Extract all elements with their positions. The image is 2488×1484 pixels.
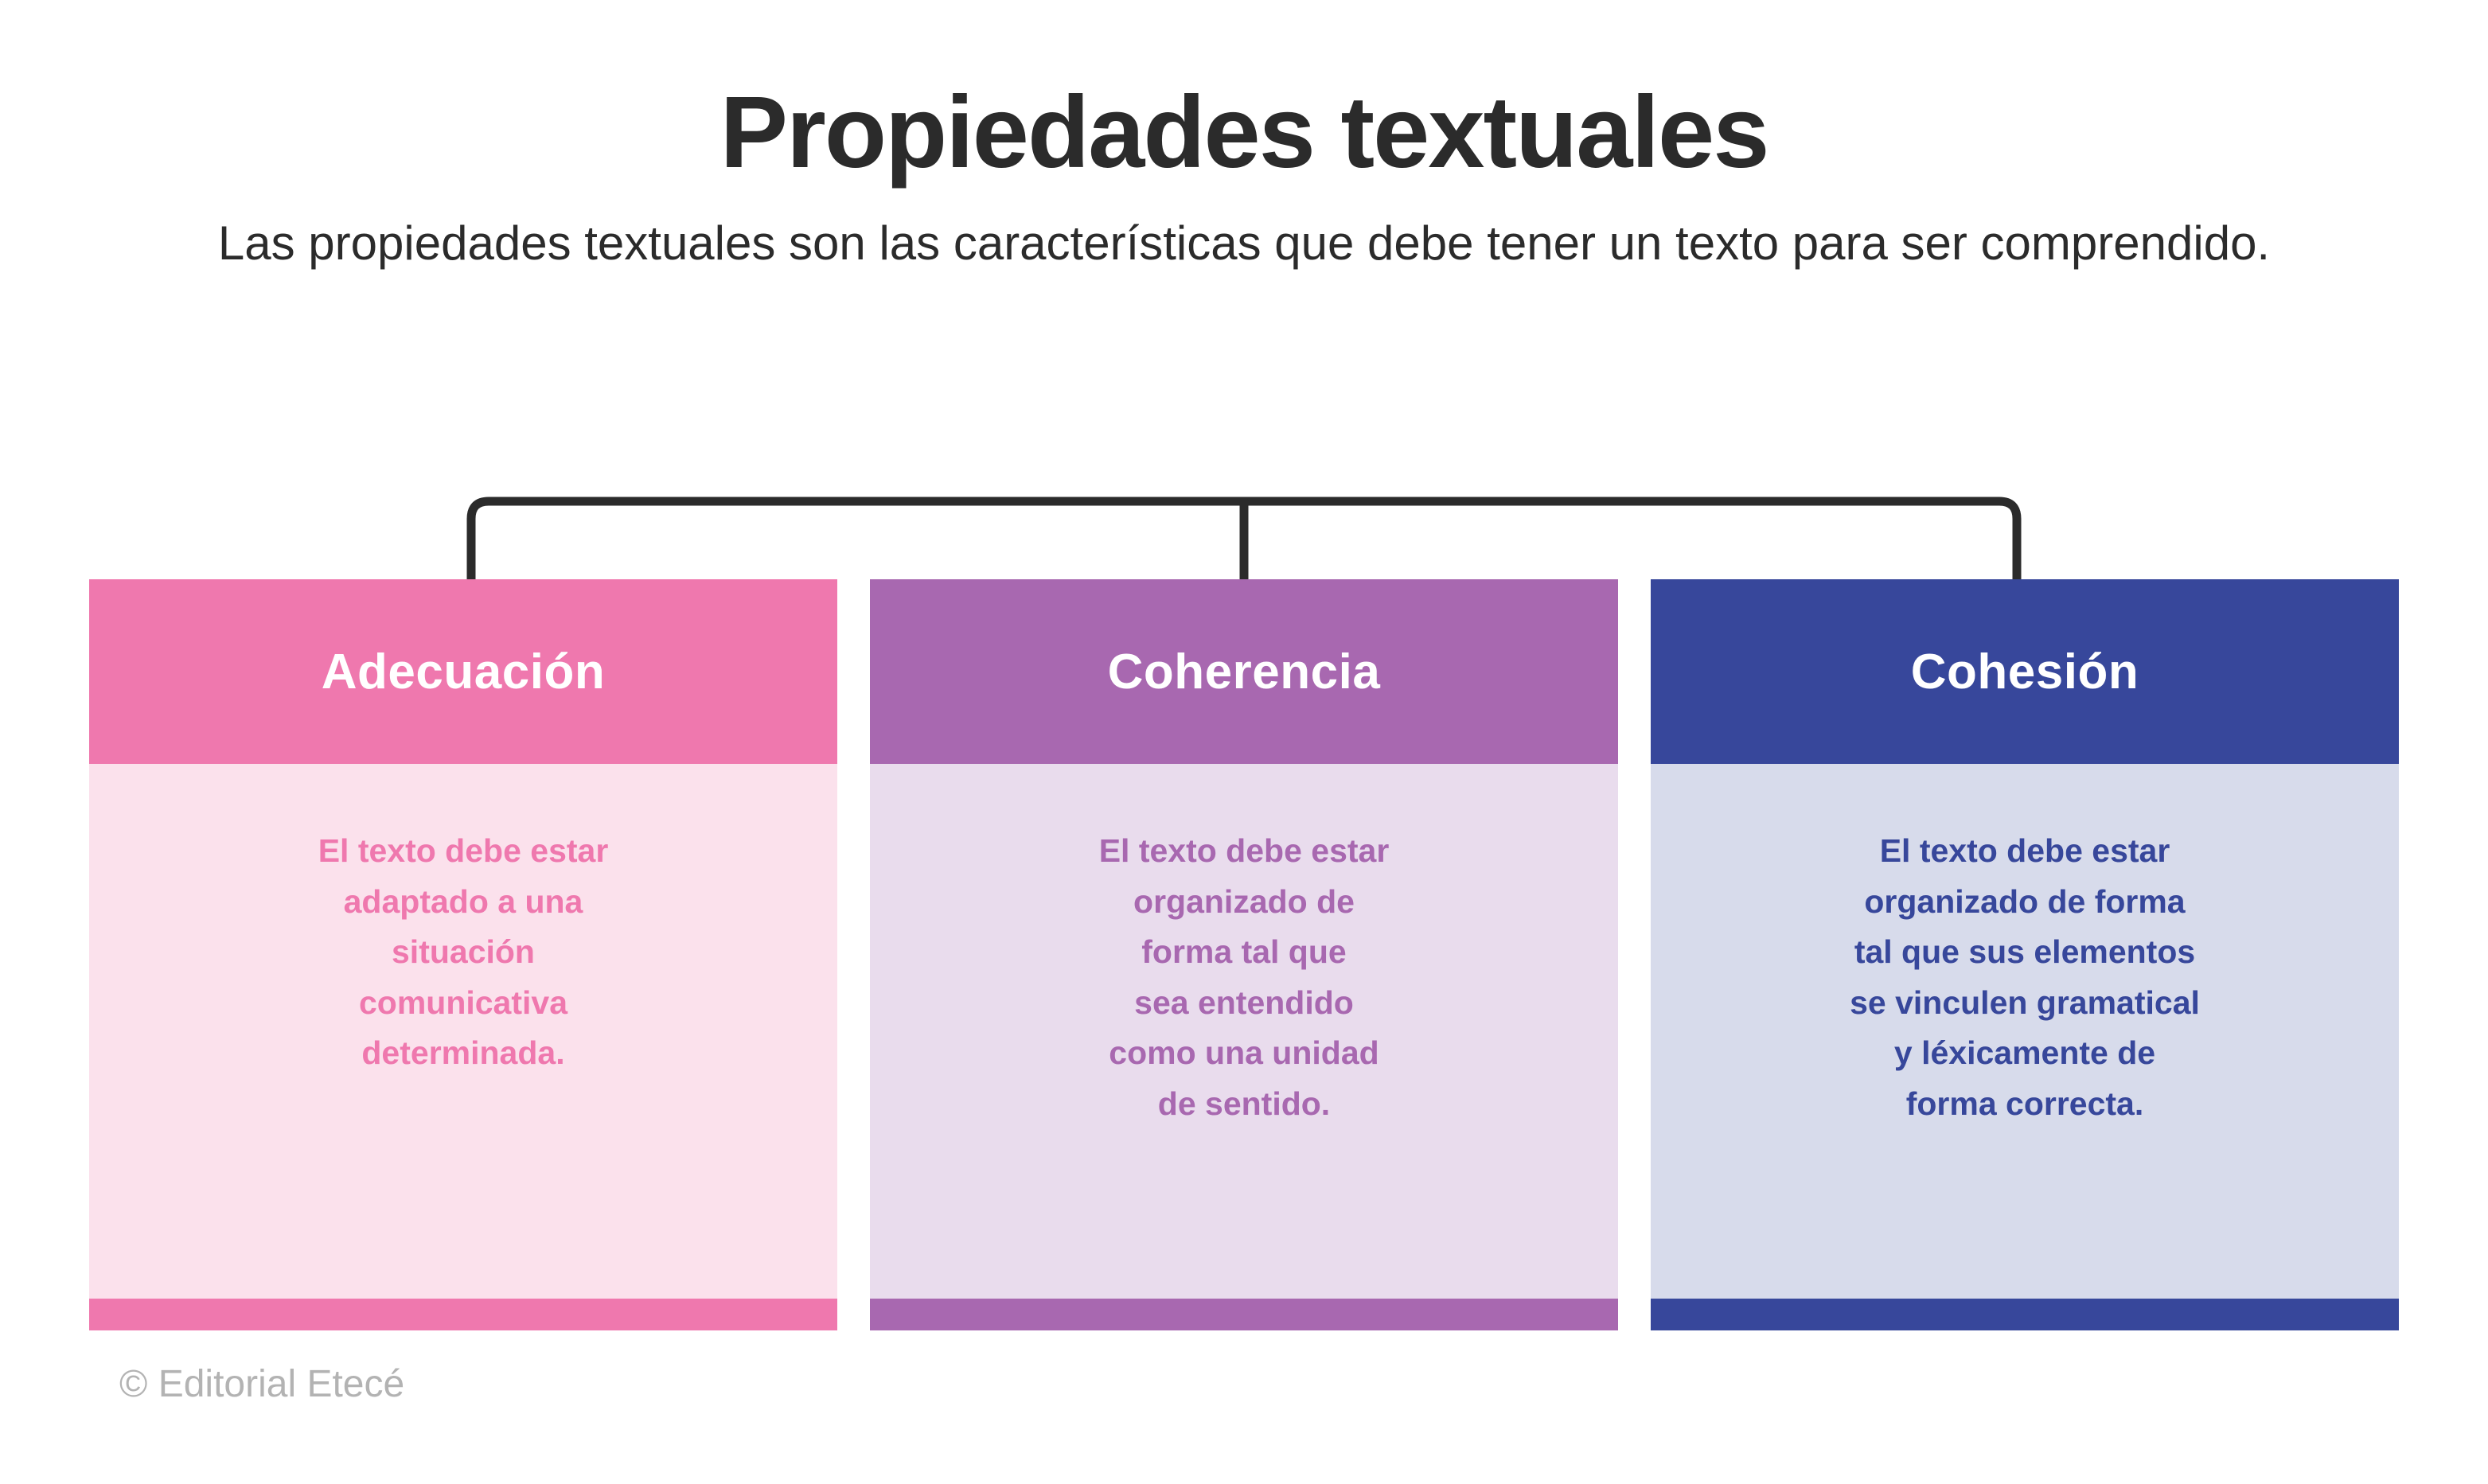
card-text-adecuacion: El texto debe estar adaptado a una situación comunicativa determinada. (318, 832, 609, 1072)
card-text-coherencia: El texto debe estar organizado de forma tal que sea entendido como una unidad de sentido. (1098, 832, 1390, 1122)
connector-lines (0, 477, 2488, 589)
publisher-credit: © Editorial Etecé (119, 1363, 405, 1405)
card-body-cohesion (1651, 764, 2399, 1299)
card-adecuacion (89, 579, 837, 1330)
card-body-coherencia (870, 764, 1618, 1299)
card-body-adecuacion (89, 764, 837, 1299)
card-cohesion (1651, 579, 2399, 1330)
card-text-cohesion: El texto debe estar organizado de forma tal que sus elementos se vinculen gramatical y léxicamente de forma correcta. (1850, 832, 2200, 1122)
card-title-adecuacion: Adecuación (321, 644, 606, 699)
card-title-coherencia: Coherencia (1107, 644, 1381, 699)
header (0, 76, 2488, 275)
card-header-cohesion (1651, 579, 2399, 764)
card-row (89, 579, 2399, 1330)
page-title: Propiedades textuales (719, 76, 1769, 189)
card-footer-adecuacion (89, 1299, 837, 1330)
card-footer-coherencia (870, 1299, 1618, 1330)
card-header-adecuacion (89, 579, 837, 764)
page-subtitle: Las propiedades textuales son las características que debe tener un texto para ser comprendido. (217, 216, 2271, 271)
card-header-coherencia (870, 579, 1618, 764)
card-footer-cohesion (1651, 1299, 2399, 1330)
card-title-cohesion: Cohesión (1910, 644, 2139, 699)
card-coherencia (870, 579, 1618, 1330)
